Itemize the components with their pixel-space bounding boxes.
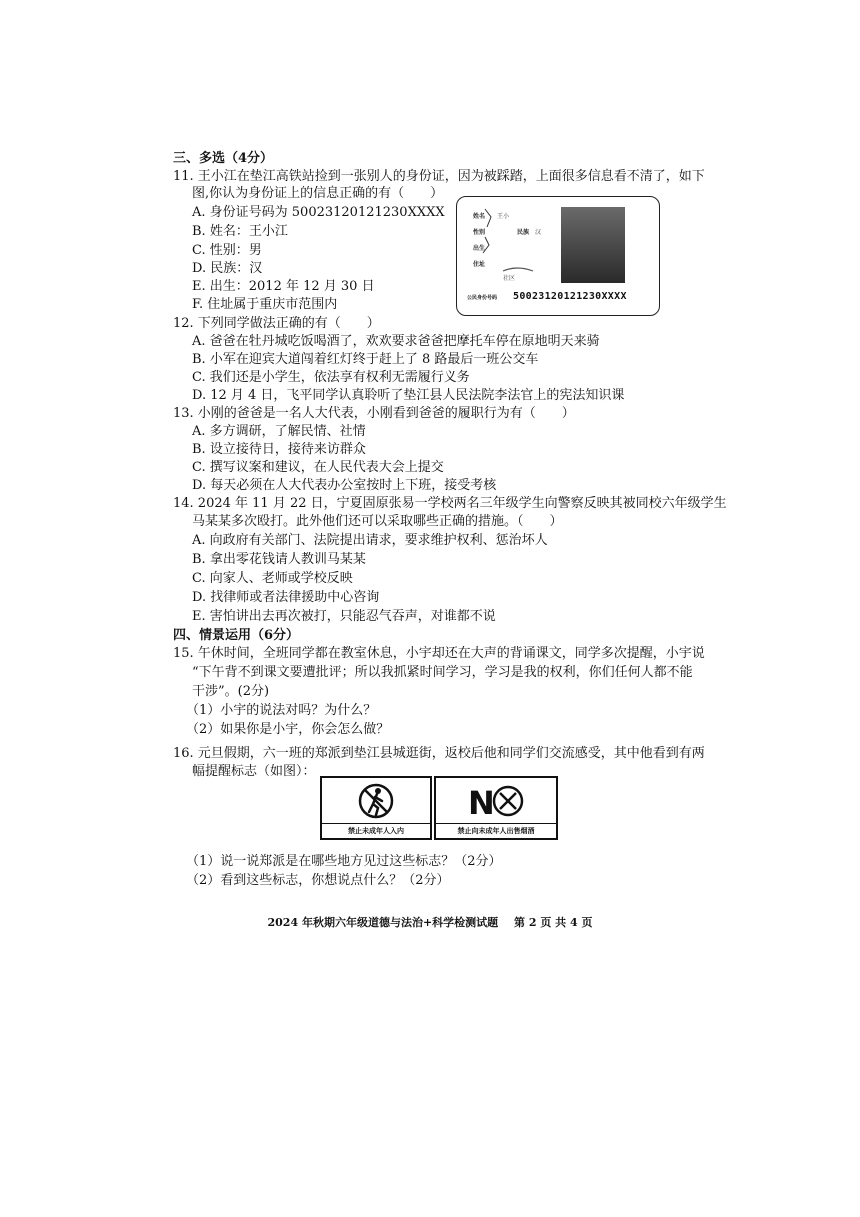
sign-2-label: 禁止向未成年人出售烟酒 <box>436 823 556 838</box>
q11-option-b: B. 姓名：王小江 <box>192 224 288 239</box>
id-number: 50023120121230XXXX <box>513 291 627 302</box>
no-minors-entry-sign <box>320 776 432 840</box>
q16-stem-cont: 幅提醒标志（如图）： <box>192 764 316 779</box>
scribble-marks <box>477 205 567 285</box>
q14-option-a: A. 向政府有关部门、法院提出请求，要求维护权利、惩治坏人 <box>192 533 548 548</box>
no-tobacco-alcohol-sale-sign <box>434 776 558 840</box>
q15-stem-end: 干涉”。(2分) <box>192 684 270 699</box>
svg-text:N: N <box>468 784 495 820</box>
q16-stem: 16. 元旦假期，六一班的郑派到垫江县城逛街，返校后他和同学们交流感受，其中他看到有两 <box>173 746 705 761</box>
q11-option-a: A. 身份证号码为 50023120121230XXXX <box>192 205 445 220</box>
id-ethnicity-label: 民族 <box>517 229 530 236</box>
id-name-value: 王小 <box>497 213 510 220</box>
q12-option-a: A. 爸爸在牡丹城吃饭喝酒了，欢欢要求爸爸把摩托车停在原地明天来骑 <box>192 334 600 349</box>
q16-sub-2: （2）看到这些标志，你想说点什么？（2分） <box>186 873 450 888</box>
no-entry-person-icon <box>356 782 396 820</box>
id-gender-label: 性别 <box>473 229 486 236</box>
section-3-title: 三、多选（4分） <box>173 151 274 166</box>
q14-stem-cont: 马某某多次殴打。此外他们还可以采取哪些正确的措施。（ ） <box>192 514 563 529</box>
q14-option-b: B. 拿出零花钱请人教训马某某 <box>192 552 366 567</box>
q14-option-c: C. 向家人、老师或学校反映 <box>192 571 353 586</box>
q11-option-f: F. 住址属于重庆市范围内 <box>192 297 338 312</box>
q13-option-c: C. 撰写议案和建议，在人民代表大会上提交 <box>192 460 444 475</box>
q11-option-e: E. 出生：2012 年 12 月 30 日 <box>192 279 375 294</box>
q13-stem: 13. 小刚的爸爸是一名人大代表，小刚看到爸爸的履职行为有（ ） <box>173 406 575 421</box>
q12-stem: 12. 下列同学做法正确的有（ ） <box>173 316 380 331</box>
q12-option-c: C. 我们还是小学生，依法享有权利无需履行义务 <box>192 370 470 385</box>
footer-page-number: 第 2 页 共 4 页 <box>514 916 593 929</box>
q13-option-d: D. 每天必须在人大代表办公室按时上下班，接受考核 <box>192 478 497 493</box>
q13-option-a: A. 多方调研，了解民情、社情 <box>192 424 366 439</box>
q12-option-b: B. 小军在迎宾大道闯着红灯终于赶上了 8 路最后一班公交车 <box>192 352 539 367</box>
section-4-title: 四、情景运用（6分） <box>173 628 300 643</box>
q16-sub-1: （1）说一说郑派是在哪些地方见过这些标志？（2分） <box>186 854 502 869</box>
sign-1-label: 禁止未成年人入内 <box>322 823 430 838</box>
id-name-label: 姓名 <box>473 213 486 220</box>
page-footer <box>0 914 860 930</box>
q15-stem: 15. 午休时间，全班同学都在教室休息，小宇却还在大声的背诵课文，同学多次提醒，小宇说 <box>173 646 705 661</box>
q15-sub-1: （1）小宇的说法对吗？为什么？ <box>186 703 377 718</box>
q15-stem-cont: “下午背不到课文要遭批评；所以我抓紧时间学习，学习是我的权利，你们任何人都不能 <box>192 665 693 680</box>
q11-option-c: C. 性别：男 <box>192 243 262 258</box>
q11-stem-cont: 图,你认为身份证上的信息正确的有（ ） <box>192 186 444 201</box>
q15-sub-2: （2）如果你是小宇，你会怎么做？ <box>186 722 390 737</box>
q11-stem: 11. 王小江在垫江高铁站捡到一张别人的身份证，因为被踩踏，上面很多信息看不清了，如下 <box>173 169 705 184</box>
no-sale-icon <box>468 782 528 820</box>
q14-option-d: D. 找律师或者法律援助中心咨询 <box>192 590 380 605</box>
id-address-value: 社区 <box>503 275 516 282</box>
warning-signs-figure <box>320 776 556 838</box>
id-address-label: 住址 <box>473 261 486 268</box>
q14-option-e: E. 害怕讲出去再次被打，只能忍气吞声，对谁都不说 <box>192 609 496 624</box>
footer-title: 2024 年秋期六年级道德与法治+科学检测试题 <box>267 916 499 929</box>
q14-stem: 14. 2024 年 11 月 22 日，宁夏固原张易一学校两名三年级学生向警察反映其被同校六年级学生 <box>173 496 727 511</box>
q12-option-d: D. 12 月 4 日，飞平同学认真聆听了垫江县人民法院李法官上的宪法知识课 <box>192 388 625 403</box>
q11-option-d: D. 民族：汉 <box>192 261 263 276</box>
id-birth-label: 出生 <box>473 245 486 252</box>
id-photo <box>561 207 625 283</box>
id-card-figure <box>456 196 660 316</box>
id-number-label: 公民身份号码 <box>467 295 498 301</box>
q13-option-b: B. 设立接待日，接待来访群众 <box>192 442 366 457</box>
id-ethnicity-value: 汉 <box>535 229 542 236</box>
